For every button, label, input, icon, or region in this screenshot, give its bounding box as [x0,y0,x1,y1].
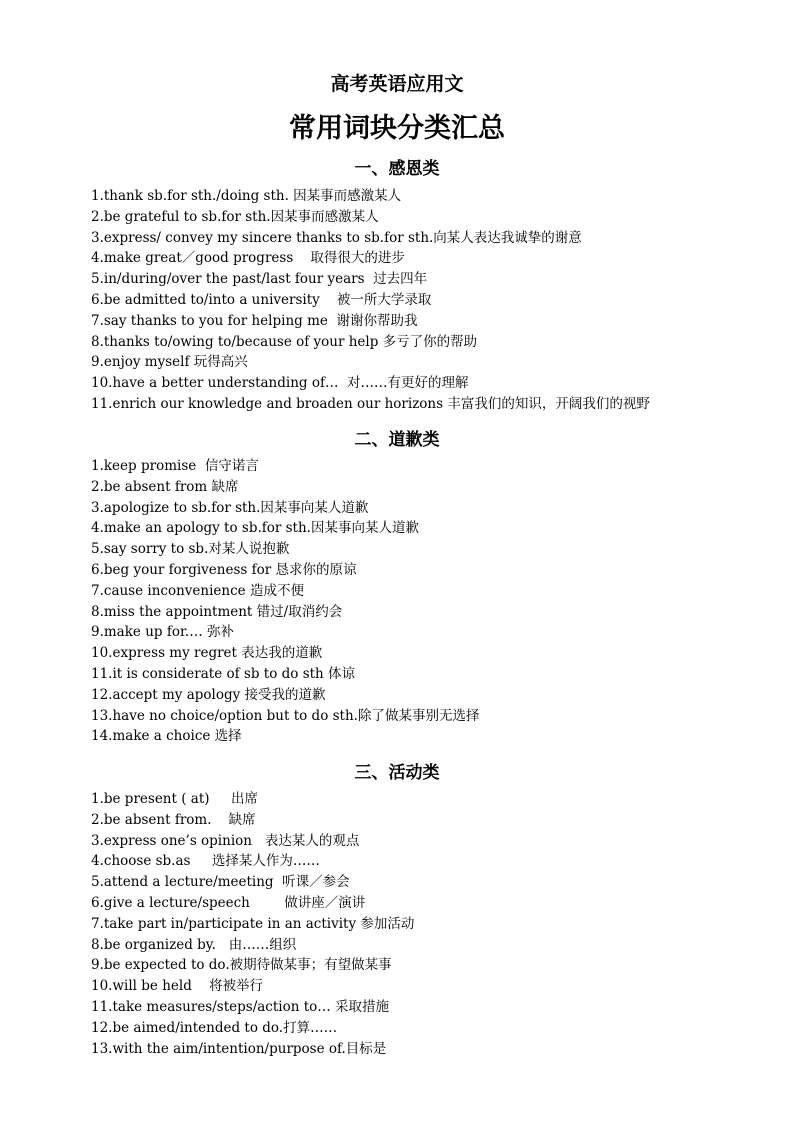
section-list-apology [91,456,479,747]
list-item: 3.express one’s opinion 表达某人的观点 [91,832,360,849]
list-item: 6.beg your forgiveness for 恳求你的原谅 [91,561,357,578]
list-item: 5.attend a lecture/meeting 听课／参会 [91,874,350,891]
list-item: 10.have a better understanding of… 对……有更好的理解 [91,375,469,392]
list-item: 9.be expected to do.被期待做某事；有望做某事 [91,957,392,974]
list-item: 12.be aimed/intended to do.打算…… [91,1019,338,1036]
list-item: 1.keep promise 信守诺言 [91,458,259,474]
list-item: 5.in/during/over the past/last four years 过去四年 [91,271,428,288]
section-list-gratitude [91,186,650,415]
list-item: 7.take part in/participate in an activity 参加活动 [91,915,415,932]
title-line-2: 常用词块分类汇总 [289,113,505,144]
list-item: 1.be present ( at) 出席 [91,791,258,807]
list-item: 13.have no choice/option but to do sth.除了做某事别无选择 [91,707,480,724]
list-item: 14.make a choice 选择 [91,728,242,745]
title-line-1: 高考英语应用文 [330,73,464,95]
list-item: 4.choose sb.as 选择某人作为…… [91,853,320,870]
section-heading-apology: 二、道歉类 [354,430,440,450]
list-item: 7.say thanks to you for helping me 谢谢你帮助我 [91,312,418,329]
list-item: 8.thanks to/owing to/because of your help 多亏了你的帮助 [91,333,478,350]
list-item: 5.say sorry to sb.对某人说抱歉 [91,541,290,558]
list-item: 6.give a lecture/speech 做讲座／演讲 [91,894,366,911]
list-item: 9.make up for.… 弥补 [91,624,234,641]
list-item: 1.thank sb.for sth./doing sth. 因某事而感激某人 [91,188,402,204]
list-item: 11.take measures/steps/action to… 采取措施 [91,998,390,1015]
list-item: 8.miss the appointment 错过/取消约会 [91,603,343,620]
list-item: 13.with the aim/intention/purpose of.目标是 [91,1040,387,1057]
list-item: 11.it is considerate of sb to do sth 体谅 [91,665,356,682]
list-item: 7.cause inconvenience 造成不便 [91,582,304,599]
list-item: 12.accept my apology 接受我的道歉 [91,686,326,703]
list-item: 2.be absent from 缺席 [91,478,239,495]
list-item: 2.be grateful to sb.for sth.因某事而感激某人 [91,208,379,225]
list-item: 6.be admitted to/into a university 被一所大学录取 [91,291,432,308]
list-item: 4.make an apology to sb.for sth.因某事向某人道歉 [91,520,419,537]
section-heading-gratitude: 一、感恩类 [354,159,440,179]
list-item: 9.enjoy myself 玩得高兴 [91,354,248,371]
list-item: 11.enrich our knowledge and broaden our horizons 丰富我们的知识，开阔我们的视野 [91,395,650,412]
section-list-activity [91,789,414,1059]
list-item: 3.apologize to sb.for sth.因某事向某人道歉 [91,499,369,516]
list-item: 10.will be held 将被举行 [91,978,263,995]
list-item: 10.express my regret 表达我的道歉 [91,645,323,662]
list-item: 3.express/ convey my sincere thanks to sb.for sth.向某人表达我诚挚的谢意 [91,229,582,246]
list-item: 8.be organized by. 由……组织 [91,936,297,953]
list-item: 2.be absent from. 缺席 [91,811,256,828]
section-heading-activity: 三、活动类 [354,763,440,783]
list-item: 4.make great／good progress 取得很大的进步 [91,250,405,267]
